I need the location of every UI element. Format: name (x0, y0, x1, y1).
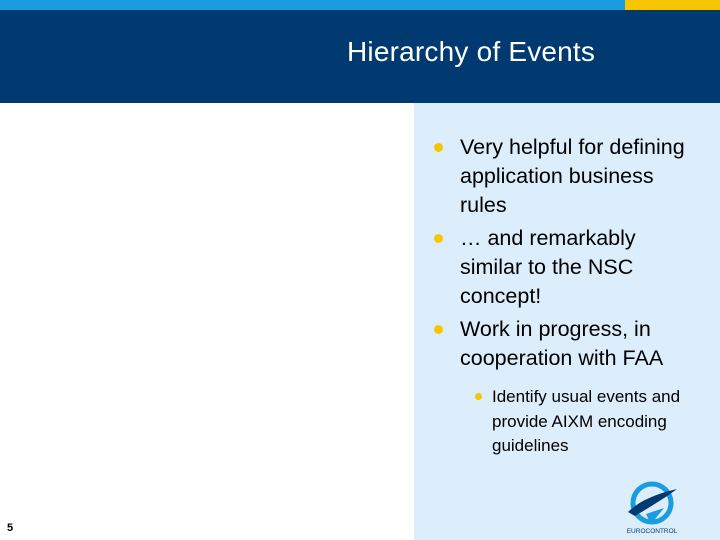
eurocontrol-logo-icon (620, 478, 684, 538)
top-strip-yellow (625, 0, 720, 10)
bullet-text: … and remarkably similar to the NSC concept! (460, 226, 636, 308)
sub-bullet-text: Identify usual events and provide AIXM encoding guidelines (492, 387, 681, 455)
sub-bullet-item (460, 385, 702, 459)
bullet-item (414, 224, 700, 311)
top-strip-blue (0, 0, 625, 10)
bullet-dot-icon (434, 325, 443, 334)
bullet-item (414, 133, 700, 220)
page-number: 5 (7, 522, 14, 534)
logo-text: EUROCONTROL (626, 528, 678, 535)
bullet-item (414, 315, 700, 459)
bullet-text: Work in progress, in cooperation with FAA (460, 317, 664, 370)
content-panel (414, 103, 720, 540)
slide-title: Hierarchy of Events (347, 36, 596, 67)
sub-bullet-dot-icon (475, 393, 482, 400)
bullet-list (414, 133, 700, 463)
bullet-text: Very helpful for defining application business rules (460, 135, 685, 217)
bullet-dot-icon (434, 234, 443, 243)
bullet-dot-icon (434, 143, 443, 152)
sub-bullet-list (460, 385, 700, 459)
left-panel (0, 103, 414, 540)
